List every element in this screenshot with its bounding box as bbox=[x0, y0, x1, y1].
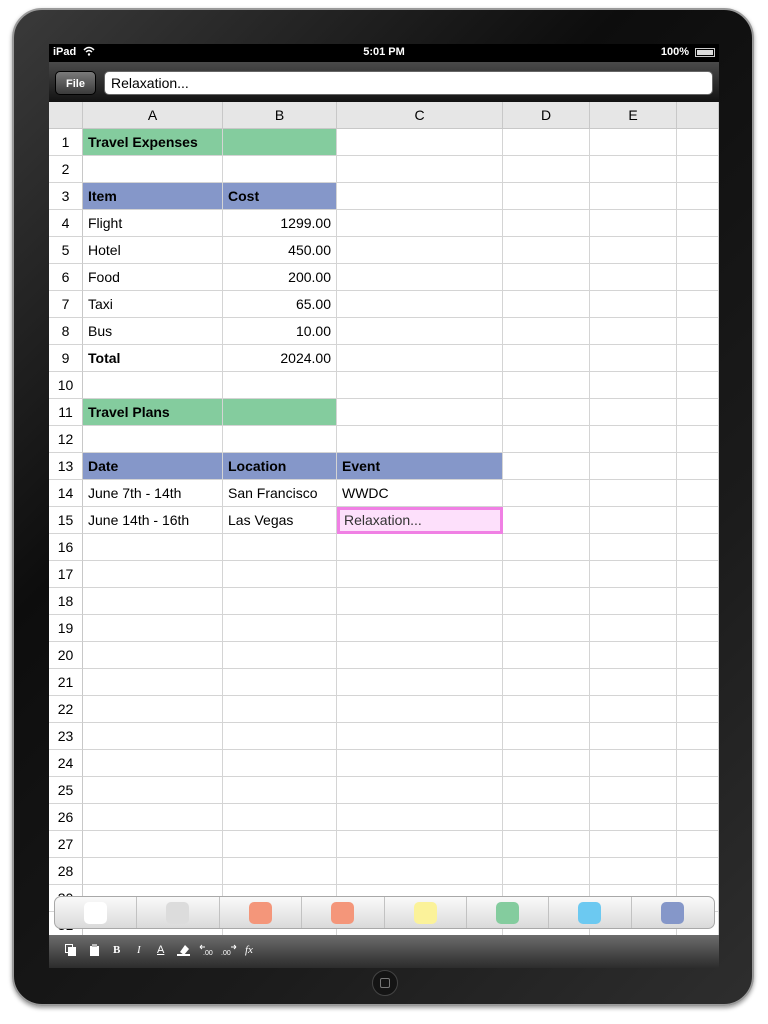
cell-f27[interactable] bbox=[677, 831, 719, 858]
row-header-23[interactable]: 23 bbox=[49, 723, 83, 750]
row-header-21[interactable]: 21 bbox=[49, 669, 83, 696]
cell-f23[interactable] bbox=[677, 723, 719, 750]
color-swatch bbox=[414, 902, 437, 924]
row-header-27[interactable]: 27 bbox=[49, 831, 83, 858]
cell-b26[interactable] bbox=[223, 804, 337, 831]
cell-d11[interactable] bbox=[503, 399, 590, 426]
cell-b7[interactable]: 65.00 bbox=[223, 291, 337, 318]
cell-b27[interactable] bbox=[223, 831, 337, 858]
cell-c15[interactable]: Relaxation... bbox=[337, 507, 503, 534]
cell-c25[interactable] bbox=[337, 777, 503, 804]
cell-e25[interactable] bbox=[590, 777, 677, 804]
bold-icon[interactable]: B bbox=[113, 944, 121, 956]
column-header[interactable] bbox=[677, 102, 719, 129]
row-header-24[interactable]: 24 bbox=[49, 750, 83, 777]
cell-b23[interactable] bbox=[223, 723, 337, 750]
cell-e20[interactable] bbox=[590, 642, 677, 669]
cell-f26[interactable] bbox=[677, 804, 719, 831]
cell-d23[interactable] bbox=[503, 723, 590, 750]
cell-e15[interactable] bbox=[590, 507, 677, 534]
cell-f22[interactable] bbox=[677, 696, 719, 723]
cell-e10[interactable] bbox=[590, 372, 677, 399]
cell-e2[interactable] bbox=[590, 156, 677, 183]
row-header-11[interactable]: 11 bbox=[49, 399, 83, 426]
svg-text:.00: .00 bbox=[203, 950, 213, 956]
copy-icon[interactable] bbox=[65, 944, 76, 959]
cell-a1[interactable]: Travel Expenses bbox=[83, 129, 223, 156]
spreadsheet-grid bbox=[49, 102, 719, 968]
cell-b16[interactable] bbox=[223, 534, 337, 561]
row-header-28[interactable]: 28 bbox=[49, 858, 83, 885]
status-bar bbox=[49, 44, 719, 62]
cell-b24[interactable] bbox=[223, 750, 337, 777]
cell-b22[interactable] bbox=[223, 696, 337, 723]
palette-color-button[interactable] bbox=[55, 897, 137, 928]
cell-a15[interactable]: June 14th - 16th bbox=[83, 507, 223, 534]
cell-c18[interactable] bbox=[337, 588, 503, 615]
cell-a5[interactable]: Hotel bbox=[83, 237, 223, 264]
cell-b13[interactable]: Location bbox=[223, 453, 337, 480]
home-button[interactable] bbox=[372, 970, 398, 996]
cell-e1[interactable] bbox=[590, 129, 677, 156]
cell-c28[interactable] bbox=[337, 858, 503, 885]
cell-f4[interactable] bbox=[677, 210, 719, 237]
cell-e3[interactable] bbox=[590, 183, 677, 210]
cell-c11[interactable] bbox=[337, 399, 503, 426]
cell-f17[interactable] bbox=[677, 561, 719, 588]
cell-d19[interactable] bbox=[503, 615, 590, 642]
cell-b8[interactable]: 10.00 bbox=[223, 318, 337, 345]
cell-c21[interactable] bbox=[337, 669, 503, 696]
cell-a12[interactable] bbox=[83, 426, 223, 453]
cell-b17[interactable] bbox=[223, 561, 337, 588]
row-header-18[interactable]: 18 bbox=[49, 588, 83, 615]
palette-color-button[interactable] bbox=[632, 897, 714, 928]
cell-f5[interactable] bbox=[677, 237, 719, 264]
cell-b11[interactable] bbox=[223, 399, 337, 426]
cell-b14[interactable]: San Francisco bbox=[223, 480, 337, 507]
cell-d25[interactable] bbox=[503, 777, 590, 804]
row-header-8[interactable]: 8 bbox=[49, 318, 83, 345]
cell-f7[interactable] bbox=[677, 291, 719, 318]
cell-a26[interactable] bbox=[83, 804, 223, 831]
column-header-d[interactable]: D bbox=[503, 102, 590, 129]
cell-a2[interactable] bbox=[83, 156, 223, 183]
cell-c1[interactable] bbox=[337, 129, 503, 156]
row-header-10[interactable]: 10 bbox=[49, 372, 83, 399]
color-swatch bbox=[661, 902, 684, 924]
cell-e4[interactable] bbox=[590, 210, 677, 237]
row-header-19[interactable]: 19 bbox=[49, 615, 83, 642]
cell-a13[interactable]: Date bbox=[83, 453, 223, 480]
cell-d22[interactable] bbox=[503, 696, 590, 723]
cell-e16[interactable] bbox=[590, 534, 677, 561]
cell-b6[interactable]: 200.00 bbox=[223, 264, 337, 291]
cell-d3[interactable] bbox=[503, 183, 590, 210]
cell-f25[interactable] bbox=[677, 777, 719, 804]
cell-a3[interactable]: Item bbox=[83, 183, 223, 210]
cell-c5[interactable] bbox=[337, 237, 503, 264]
cell-a23[interactable] bbox=[83, 723, 223, 750]
cell-b4[interactable]: 1299.00 bbox=[223, 210, 337, 237]
row-header-6[interactable]: 6 bbox=[49, 264, 83, 291]
row-header-20[interactable]: 20 bbox=[49, 642, 83, 669]
cell-c2[interactable] bbox=[337, 156, 503, 183]
cell-f9[interactable] bbox=[677, 345, 719, 372]
toolbar bbox=[49, 62, 719, 103]
cell-a6[interactable]: Food bbox=[83, 264, 223, 291]
cell-a28[interactable] bbox=[83, 858, 223, 885]
cell-d13[interactable] bbox=[503, 453, 590, 480]
cell-e8[interactable] bbox=[590, 318, 677, 345]
battery-icon bbox=[695, 48, 715, 57]
color-swatch bbox=[84, 902, 107, 924]
cell-e13[interactable] bbox=[590, 453, 677, 480]
cell-c7[interactable] bbox=[337, 291, 503, 318]
color-swatch bbox=[166, 902, 189, 924]
cell-b3[interactable]: Cost bbox=[223, 183, 337, 210]
row-header-3[interactable]: 3 bbox=[49, 183, 83, 210]
cell-b5[interactable]: 450.00 bbox=[223, 237, 337, 264]
cell-e11[interactable] bbox=[590, 399, 677, 426]
cell-c4[interactable] bbox=[337, 210, 503, 237]
cell-d9[interactable] bbox=[503, 345, 590, 372]
cell-e12[interactable] bbox=[590, 426, 677, 453]
cell-d6[interactable] bbox=[503, 264, 590, 291]
cell-c17[interactable] bbox=[337, 561, 503, 588]
cell-a14[interactable]: June 7th - 14th bbox=[83, 480, 223, 507]
cell-f28[interactable] bbox=[677, 858, 719, 885]
cell-c6[interactable] bbox=[337, 264, 503, 291]
cell-a9[interactable]: Total bbox=[83, 345, 223, 372]
cell-f8[interactable] bbox=[677, 318, 719, 345]
format-toolbar bbox=[49, 935, 719, 968]
cell-d24[interactable] bbox=[503, 750, 590, 777]
column-header-b[interactable]: B bbox=[223, 102, 337, 129]
cell-e9[interactable] bbox=[590, 345, 677, 372]
cell-c27[interactable] bbox=[337, 831, 503, 858]
row-header-12[interactable]: 12 bbox=[49, 426, 83, 453]
cell-f16[interactable] bbox=[677, 534, 719, 561]
cell-d28[interactable] bbox=[503, 858, 590, 885]
cell-d7[interactable] bbox=[503, 291, 590, 318]
cell-a8[interactable]: Bus bbox=[83, 318, 223, 345]
cell-c9[interactable] bbox=[337, 345, 503, 372]
column-header-e[interactable]: E bbox=[590, 102, 677, 129]
file-button[interactable]: File bbox=[55, 71, 96, 95]
paste-icon[interactable] bbox=[89, 944, 100, 959]
cell-a20[interactable] bbox=[83, 642, 223, 669]
cell-c16[interactable] bbox=[337, 534, 503, 561]
color-swatch bbox=[331, 902, 354, 924]
cell-e28[interactable] bbox=[590, 858, 677, 885]
cell-a18[interactable] bbox=[83, 588, 223, 615]
row-header-25[interactable]: 25 bbox=[49, 777, 83, 804]
cell-f15[interactable] bbox=[677, 507, 719, 534]
cell-f18[interactable] bbox=[677, 588, 719, 615]
cell-e7[interactable] bbox=[590, 291, 677, 318]
battery-percentage: 100% bbox=[660, 46, 689, 58]
function-icon[interactable]: fx bbox=[245, 944, 253, 956]
cell-d16[interactable] bbox=[503, 534, 590, 561]
row-header-15[interactable]: 15 bbox=[49, 507, 83, 534]
cell-f10[interactable] bbox=[677, 372, 719, 399]
cell-f13[interactable] bbox=[677, 453, 719, 480]
cell-e5[interactable] bbox=[590, 237, 677, 264]
cell-d27[interactable] bbox=[503, 831, 590, 858]
cell-a11[interactable]: Travel Plans bbox=[83, 399, 223, 426]
cell-b12[interactable] bbox=[223, 426, 337, 453]
cell-e17[interactable] bbox=[590, 561, 677, 588]
cell-f21[interactable] bbox=[677, 669, 719, 696]
row-header-9[interactable]: 9 bbox=[49, 345, 83, 372]
cell-value-input[interactable]: Relaxation... bbox=[104, 71, 713, 95]
cell-b10[interactable] bbox=[223, 372, 337, 399]
cell-c20[interactable] bbox=[337, 642, 503, 669]
cell-a4[interactable]: Flight bbox=[83, 210, 223, 237]
cell-f14[interactable] bbox=[677, 480, 719, 507]
cell-f12[interactable] bbox=[677, 426, 719, 453]
row-header-7[interactable]: 7 bbox=[49, 291, 83, 318]
cell-f1[interactable] bbox=[677, 129, 719, 156]
cell-c23[interactable] bbox=[337, 723, 503, 750]
row-header-22[interactable]: 22 bbox=[49, 696, 83, 723]
cell-b1[interactable] bbox=[223, 129, 337, 156]
cell-f19[interactable] bbox=[677, 615, 719, 642]
cell-f6[interactable] bbox=[677, 264, 719, 291]
cell-c8[interactable] bbox=[337, 318, 503, 345]
palette-color-button[interactable] bbox=[549, 897, 631, 928]
cell-d8[interactable] bbox=[503, 318, 590, 345]
carrier-label: iPad bbox=[53, 46, 77, 58]
color-swatch bbox=[249, 902, 272, 924]
decrease-decimal-icon[interactable] bbox=[199, 944, 215, 959]
cell-d20[interactable] bbox=[503, 642, 590, 669]
fill-color-icon[interactable] bbox=[177, 944, 190, 959]
cell-c13[interactable]: Event bbox=[337, 453, 503, 480]
cell-d21[interactable] bbox=[503, 669, 590, 696]
row-header-16[interactable]: 16 bbox=[49, 534, 83, 561]
italic-icon[interactable]: I bbox=[137, 944, 141, 956]
cell-d12[interactable] bbox=[503, 426, 590, 453]
cell-a27[interactable] bbox=[83, 831, 223, 858]
cell-b21[interactable] bbox=[223, 669, 337, 696]
cell-b25[interactable] bbox=[223, 777, 337, 804]
cell-c10[interactable] bbox=[337, 372, 503, 399]
cell-e19[interactable] bbox=[590, 615, 677, 642]
cell-e22[interactable] bbox=[590, 696, 677, 723]
cell-b2[interactable] bbox=[223, 156, 337, 183]
cell-d2[interactable] bbox=[503, 156, 590, 183]
cell-d14[interactable] bbox=[503, 480, 590, 507]
palette-color-button[interactable] bbox=[137, 897, 219, 928]
row-header-13[interactable]: 13 bbox=[49, 453, 83, 480]
cell-d26[interactable] bbox=[503, 804, 590, 831]
cell-a19[interactable] bbox=[83, 615, 223, 642]
cell-e21[interactable] bbox=[590, 669, 677, 696]
cell-a7[interactable]: Taxi bbox=[83, 291, 223, 318]
cell-a24[interactable] bbox=[83, 750, 223, 777]
cell-a21[interactable] bbox=[83, 669, 223, 696]
row-header-5[interactable]: 5 bbox=[49, 237, 83, 264]
color-swatch bbox=[496, 902, 519, 924]
cell-d18[interactable] bbox=[503, 588, 590, 615]
color-palette bbox=[54, 896, 715, 929]
cell-b9[interactable]: 2024.00 bbox=[223, 345, 337, 372]
cell-e18[interactable] bbox=[590, 588, 677, 615]
cell-c19[interactable] bbox=[337, 615, 503, 642]
cell-a22[interactable] bbox=[83, 696, 223, 723]
screen bbox=[49, 44, 719, 968]
cell-b28[interactable] bbox=[223, 858, 337, 885]
cell-f24[interactable] bbox=[677, 750, 719, 777]
cell-c26[interactable] bbox=[337, 804, 503, 831]
text-color-icon[interactable]: A bbox=[157, 944, 165, 956]
grid-corner[interactable] bbox=[49, 102, 83, 129]
row-header-14[interactable]: 14 bbox=[49, 480, 83, 507]
cell-e6[interactable] bbox=[590, 264, 677, 291]
row-header-26[interactable]: 26 bbox=[49, 804, 83, 831]
cell-d10[interactable] bbox=[503, 372, 590, 399]
cell-a16[interactable] bbox=[83, 534, 223, 561]
palette-color-button[interactable] bbox=[302, 897, 384, 928]
cell-f11[interactable] bbox=[677, 399, 719, 426]
cell-f2[interactable] bbox=[677, 156, 719, 183]
cell-e14[interactable] bbox=[590, 480, 677, 507]
cell-d15[interactable] bbox=[503, 507, 590, 534]
cell-b19[interactable] bbox=[223, 615, 337, 642]
cell-d5[interactable] bbox=[503, 237, 590, 264]
cell-c22[interactable] bbox=[337, 696, 503, 723]
cell-a10[interactable] bbox=[83, 372, 223, 399]
cell-d17[interactable] bbox=[503, 561, 590, 588]
cell-b20[interactable] bbox=[223, 642, 337, 669]
cell-e27[interactable] bbox=[590, 831, 677, 858]
palette-color-button[interactable] bbox=[467, 897, 549, 928]
cell-d1[interactable] bbox=[503, 129, 590, 156]
cell-b15[interactable]: Las Vegas bbox=[223, 507, 337, 534]
cell-f20[interactable] bbox=[677, 642, 719, 669]
cell-a17[interactable] bbox=[83, 561, 223, 588]
increase-decimal-icon[interactable] bbox=[221, 944, 237, 959]
color-swatch bbox=[578, 902, 601, 924]
cell-c3[interactable] bbox=[337, 183, 503, 210]
row-header-2[interactable]: 2 bbox=[49, 156, 83, 183]
cell-c24[interactable] bbox=[337, 750, 503, 777]
cell-c12[interactable] bbox=[337, 426, 503, 453]
svg-text:.00: .00 bbox=[221, 950, 231, 956]
cell-f3[interactable] bbox=[677, 183, 719, 210]
cell-a25[interactable] bbox=[83, 777, 223, 804]
cell-c14[interactable]: WWDC bbox=[337, 480, 503, 507]
row-header-4[interactable]: 4 bbox=[49, 210, 83, 237]
column-header-a[interactable]: A bbox=[83, 102, 223, 129]
cell-b18[interactable] bbox=[223, 588, 337, 615]
palette-color-button[interactable] bbox=[220, 897, 302, 928]
row-header-1[interactable]: 1 bbox=[49, 129, 83, 156]
cell-d4[interactable] bbox=[503, 210, 590, 237]
cell-e26[interactable] bbox=[590, 804, 677, 831]
palette-color-button[interactable] bbox=[385, 897, 467, 928]
row-header-17[interactable]: 17 bbox=[49, 561, 83, 588]
column-header-c[interactable]: C bbox=[337, 102, 503, 129]
cell-e23[interactable] bbox=[590, 723, 677, 750]
clock: 5:01 PM bbox=[363, 46, 405, 58]
cell-e24[interactable] bbox=[590, 750, 677, 777]
